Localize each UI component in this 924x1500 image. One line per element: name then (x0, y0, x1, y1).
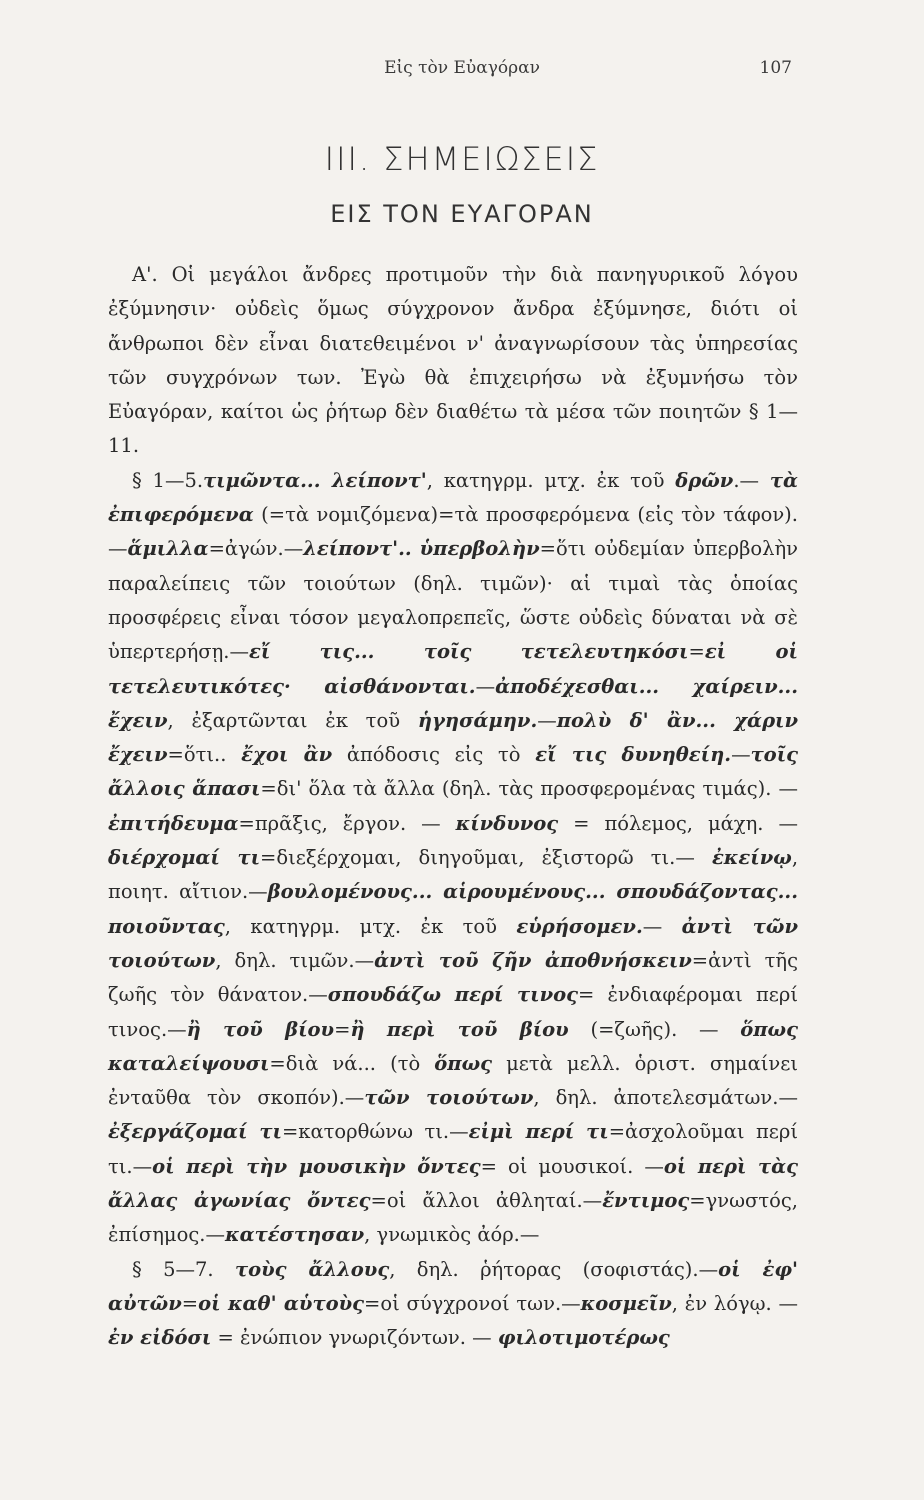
lemma: οἱ ἐφ' αὐτῶν (108, 1257, 798, 1315)
lemma: ἢ τοῦ βίου (186, 1017, 335, 1041)
gloss: , κατηγρμ. μτχ. ἐκ τοῦ (224, 914, 517, 938)
gloss: = ἐνώπιον γνωριζόντων. — (211, 1326, 498, 1350)
lemma: ἡγησάμην. (417, 708, 538, 732)
gloss: (=ζωῆς). — (568, 1017, 741, 1041)
lemma: κοσμεῖν (580, 1291, 672, 1315)
gloss: , γνωμικὸς ἀόρ.— (364, 1223, 540, 1247)
lemma: εἰ οἱ τετελευτικότες· αἰσθάνονται. (108, 640, 798, 698)
lemma: οἱ περὶ τὰς ἄλλας ἀγωνίας ὄντες (108, 1154, 798, 1213)
gloss: =οἱ σύγχρονοί των.— (364, 1291, 581, 1315)
gloss: =ὅτι.. (167, 743, 227, 767)
gloss: =δι' ὅλα τὰ ἄλλα (δηλ. τὰς προσφερομένας τιμάς). — (260, 777, 798, 801)
lemma: ἐπιτήδευμα (108, 811, 239, 835)
lemma: λείποντ'.. (303, 537, 412, 561)
gloss: =οἱ ἄλλοι ἀθληταί.— (370, 1189, 603, 1213)
gloss: μετὰ μελλ. ὁριστ. σημαίνει ἐνταῦθα τὸν σκοπόν).— (108, 1051, 798, 1110)
gloss: (=τὰ νομιζόμενα)=τὰ προσφερόμενα (εἰς τὸν τάφον).— (108, 503, 798, 561)
gloss: , δηλ. ῥήτορας (σοφιστάς).— (389, 1257, 719, 1281)
gloss: =ἀσχολοῦμαι περί τι.— (108, 1120, 798, 1178)
gloss: =γνωστός, ἐπίσημος.— (108, 1189, 798, 1247)
gloss: — (642, 914, 682, 938)
lemma: διέρχομαί τι (108, 846, 261, 870)
section-title: III. ΣΗΜΕΙΩΣΕΙΣ (324, 140, 600, 178)
lemma: ἢ περὶ τοῦ βίου (350, 1017, 569, 1041)
note-paragraph-a (108, 258, 798, 464)
gloss: = οἱ μουσικοί. — (480, 1154, 664, 1178)
note-text: Α'. Οἱ μεγάλοι ἄνδρες προτιμοῦν τὴν διὰ πανηγυρικοῦ λόγου ἐξύμνησιν· οὐδεὶς ὅμως σύγχρονον ἄνδρα ἐξύμνησε, διότι οἱ ἄνθρωποι δὲν εἶναι διατεθειμένοι ν' ἀναγνωρίσουν τὰς ὑπηρεσίας τῶν συγχρόνων των. Ἐγὼ θὰ ἐπιχειρήσω νὰ ἐξυμνήσω τὸν Εὐαγόραν, καίτοι ὡς ῥήτωρ δὲν διαθέτω τὰ μέσα τῶν ποιητῶν § 1—11. (108, 263, 798, 458)
gloss: , ἐν λόγῳ. — (671, 1291, 798, 1315)
lemma: τιμῶντα... λείποντ' (203, 468, 427, 492)
gloss: =κατορθώνω τι.— (281, 1120, 469, 1144)
page-number: 107 (759, 58, 792, 78)
lemma: τοὺς ἄλλους (234, 1257, 390, 1281)
note-paragraph-5-7 (108, 1253, 798, 1356)
gloss: =ἀγών.— (208, 537, 304, 561)
gloss: , ἐξαρτῶνται ἐκ τοῦ (167, 708, 418, 732)
gloss: — (731, 743, 751, 767)
note-paragraph-1-5 (108, 464, 798, 1253)
lemma: ὅπως (434, 1051, 493, 1075)
gloss: — (537, 708, 557, 732)
lemma: εἰμὶ περί τι (468, 1120, 609, 1144)
lemma: ἔντιμος (602, 1189, 690, 1213)
lemma: ἔχοι ἂν (241, 743, 333, 767)
lemma: ἀντὶ τῶν τοιούτων (108, 914, 798, 972)
gloss: , ποιητ. αἴτιον.— (108, 846, 799, 904)
gloss: =ὅτι οὐδεμίαν ὑπερβολὴν παραλείπεις τῶν τοιούτων (δηλ. τιμῶν)· αἱ τιμαὶ τὰς ὁποίας προσφέρεις εἶναι τόσον μεγαλοπρεπεῖς, ὥστε οὐδεὶς δύναται νὰ σὲ ὑπερτερήσῃ.— (108, 537, 798, 664)
lemma: ἐκείνῳ (711, 846, 792, 870)
lemma: ὑπερβολὴν (419, 537, 540, 561)
lemma: τοῖς ἄλλοις ἅπασι (108, 743, 798, 801)
lemma: εἴ τις... τοῖς τετελευτηκόσι (248, 640, 689, 664)
gloss: =ἀντὶ τῆς ζωῆς τὸν θάνατον.— (108, 948, 799, 1007)
gloss: = (334, 1017, 351, 1041)
notes-body (108, 258, 798, 1356)
lemma: ἐξεργάζομαί τι (108, 1120, 282, 1144)
gloss: =διὰ νά... (τὸ (269, 1051, 435, 1075)
lemma: οἱ περὶ τὴν μουσικὴν ὄντες (152, 1154, 481, 1178)
gloss: , δηλ. ἀποτελεσμάτων.— (533, 1086, 798, 1110)
lemma: πολὺ δ' ἂν... χάριν ἔχειν (108, 708, 798, 767)
running-head: Εἰς τὸν Εὐαγόραν (384, 58, 540, 78)
gloss: .— (733, 468, 770, 492)
lemma: δρῶν (675, 468, 734, 492)
gloss: , δηλ. τιμῶν.— (215, 948, 375, 972)
lemma: ἅμιλλα (127, 537, 209, 561)
lemma: εἴ τις δυνηθείη. (535, 743, 732, 767)
lemma: βουλομένους... αἱρουμένους... σπουδάζοντας... ποιοῦντας (108, 880, 798, 938)
gloss: — (475, 674, 496, 698)
lemma: σπουδάζω περί τινος (327, 983, 579, 1007)
gloss: ἀπόδοσις εἰς τὸ (332, 743, 536, 767)
gloss: =διεξέρχομαι, διηγοῦμαι, ἐξιστορῶ τι.— (260, 846, 712, 870)
gloss: = (688, 640, 705, 664)
lemma: τῶν τοιούτων (364, 1086, 534, 1110)
gloss: = (181, 1291, 199, 1315)
lemma: φιλοτιμοτέρως (497, 1326, 670, 1350)
lemma: οἱ καθ' αὑτοὺς (198, 1291, 364, 1315)
lemma: ἐν εἰδόσι (108, 1326, 212, 1350)
section-subtitle: ΕΙΣ ΤΟΝ ΕΥΑΓΟΡΑΝ (330, 200, 594, 228)
gloss: = πόλεμος, μάχη. — (558, 811, 798, 835)
gloss (226, 743, 241, 766)
gloss: = ἐνδιαφέρομαι περί τινος.— (108, 983, 798, 1041)
lemma: ἀποδέχεσθαι... χαίρειν... ἔχειν (108, 674, 798, 732)
section-ref: § 5—7. (132, 1257, 235, 1281)
gloss (412, 537, 420, 560)
lemma: ὅπως καταλείψουσι (108, 1017, 799, 1075)
lemma: κίνδυνος (455, 811, 559, 835)
lemma: εὑρήσομεν. (516, 914, 643, 938)
lemma: τὰ ἐπιφερόμενα (108, 468, 798, 527)
lemma: ἀντὶ τοῦ ζῆν ἀποθνήσκειν (374, 948, 692, 972)
lemma: κατέστησαν (224, 1223, 365, 1247)
gloss: =πρᾶξις, ἔργον. — (238, 811, 456, 835)
section-ref: § 1—5. (132, 468, 204, 492)
gloss: , κατηγρμ. μτχ. ἐκ τοῦ (426, 468, 676, 492)
